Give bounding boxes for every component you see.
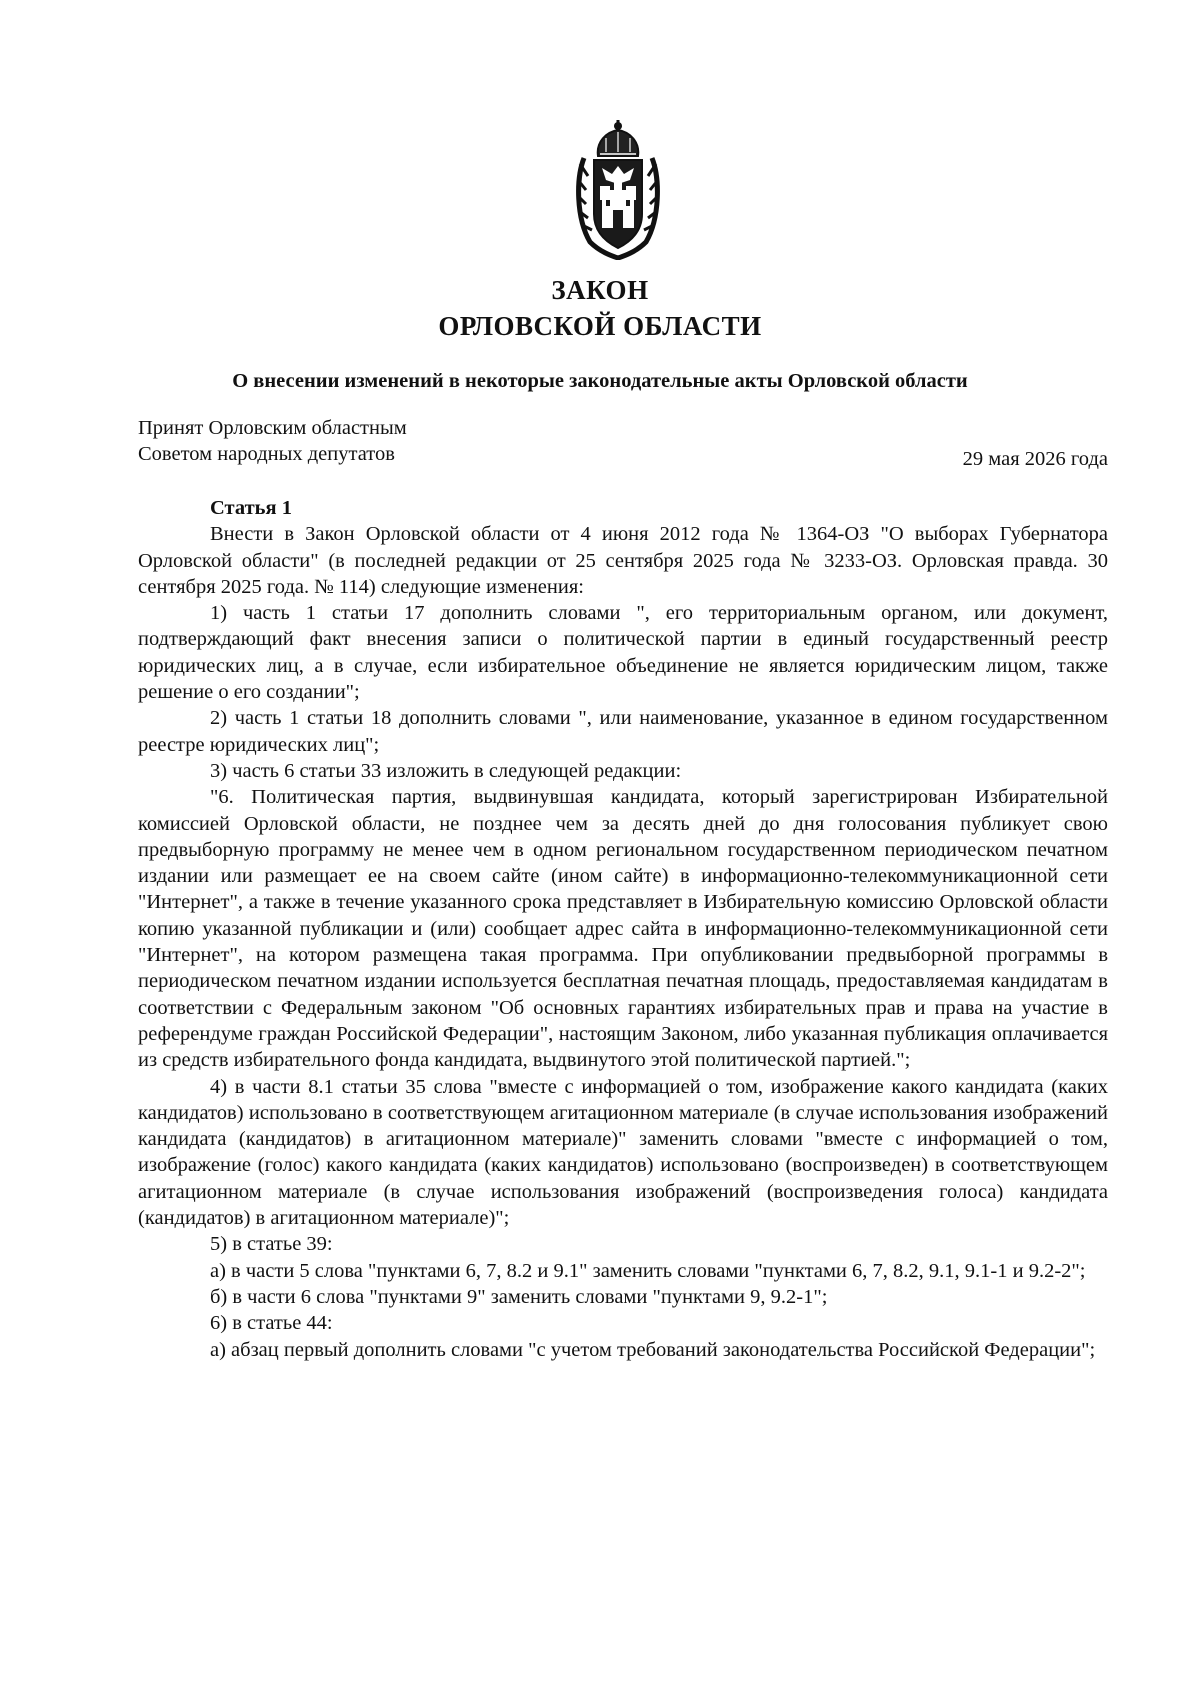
adoption-date: 29 мая 2026 года xyxy=(962,448,1108,470)
title-law: ЗАКОН xyxy=(551,275,649,305)
paragraph: 5) в статье 39: xyxy=(210,1233,333,1256)
paragraph: "6. Политическая партия, выдвинувшая кандидата, который зарегистрирован Избирательной комиссией Орловской области, не позднее чем за десять дней до дня голосования публикует свою предвыборную программу не менее чем в одном региональном государственном периодическом печатном издании или размещает ее на своем сайте (ином сайте) в информационно-телекоммуникационной сети "Интернет", а также в течение указанного срока представляет в Избирательную комиссию Орловской области копию указанной публикации и (или) сообщает адрес сайта в информационно-телекоммуникационной сети "Интернет", на котором размещена такая программа. При опубликовании предвыборной программы в периодическом печатном издании используется бесплатная печатная площадь, предоставляемая кандидатам в соответствии с Федеральным законом "Об основных гарантиях избирательных прав и права на участие в референдуме граждан Российской Федерации", настоящим Законом, либо указанная публикация оплачивается из средств избирательного фонда кандидата, выдвинутого этой политической партией."; xyxy=(138,786,1108,1072)
paragraph: 2) часть 1 статьи 18 дополнить словами ", или наименование, указанное в едином государственном реестре юридических лиц"; xyxy=(138,707,1108,756)
orel-oblast-coat-of-arms-icon xyxy=(572,118,664,260)
article-heading: Статья 1 xyxy=(210,497,292,519)
paragraph: а) абзац первый дополнить словами "с учетом требований законодательства Российской Федерации"; xyxy=(210,1338,1096,1361)
title-region: ОРЛОВСКОЙ ОБЛАСТИ xyxy=(438,311,762,341)
adoption-info xyxy=(138,415,407,467)
paragraph: а) в части 5 слова "пунктами 6, 7, 8.2 и 9.1" заменить словами "пунктами 6, 7, 8.2, 9.1, 9.1-1 и 9.2-2"; xyxy=(210,1259,1086,1282)
law-subtitle: О внесении изменений в некоторые законодательные акты Орловской области xyxy=(232,370,968,392)
paragraph: б) в части 6 слова "пунктами 9" заменить словами "пунктами 9, 9.2-1"; xyxy=(210,1285,828,1308)
paragraph: Внести в Закон Орловской области от 4 июня 2012 года № 1364-ОЗ "О выборах Губернатора Орловской области" (в последней редакции от 25 сентября 2025 года № 3233-ОЗ. Орловская правда. 30 сентября 2025 года. № 114) следующие изменения: xyxy=(138,523,1108,598)
paragraph: 6) в статье 44: xyxy=(210,1312,333,1335)
paragraph: 4) в части 8.1 статьи 35 слова "вместе с информацией о том, изображение какого кандидата (каких кандидатов) использовано в соответствующем агитационном материале (в случае использования изображений кандидата (кандидатов) в агитационном материале)" заменить словами "вместе с информацией о том, изображение (голос) какого кандидата (каких кандидатов) использовано (воспроизведен) в соответствующем агитационном материале (в случае использования изображений (воспроизведения голоса) кандидата (кандидатов) в агитационном материале)"; xyxy=(138,1075,1108,1230)
adoption-line-1: Принят Орловским областным xyxy=(138,417,407,439)
adoption-line-2: Советом народных депутатов xyxy=(138,443,395,465)
paragraph: 3) часть 6 статьи 33 изложить в следующей редакции: xyxy=(210,759,682,782)
paragraph: 1) часть 1 статьи 17 дополнить словами ", его территориальным органом, или документ, подтверждающий факт внесения записи о политической партии в единый государственный реестр юридических лиц, а в случае, если избирательное объединение не является юридическим лицом, также решение о его создании"; xyxy=(138,602,1108,704)
law-title xyxy=(0,272,1200,344)
law-body xyxy=(138,495,1108,1363)
